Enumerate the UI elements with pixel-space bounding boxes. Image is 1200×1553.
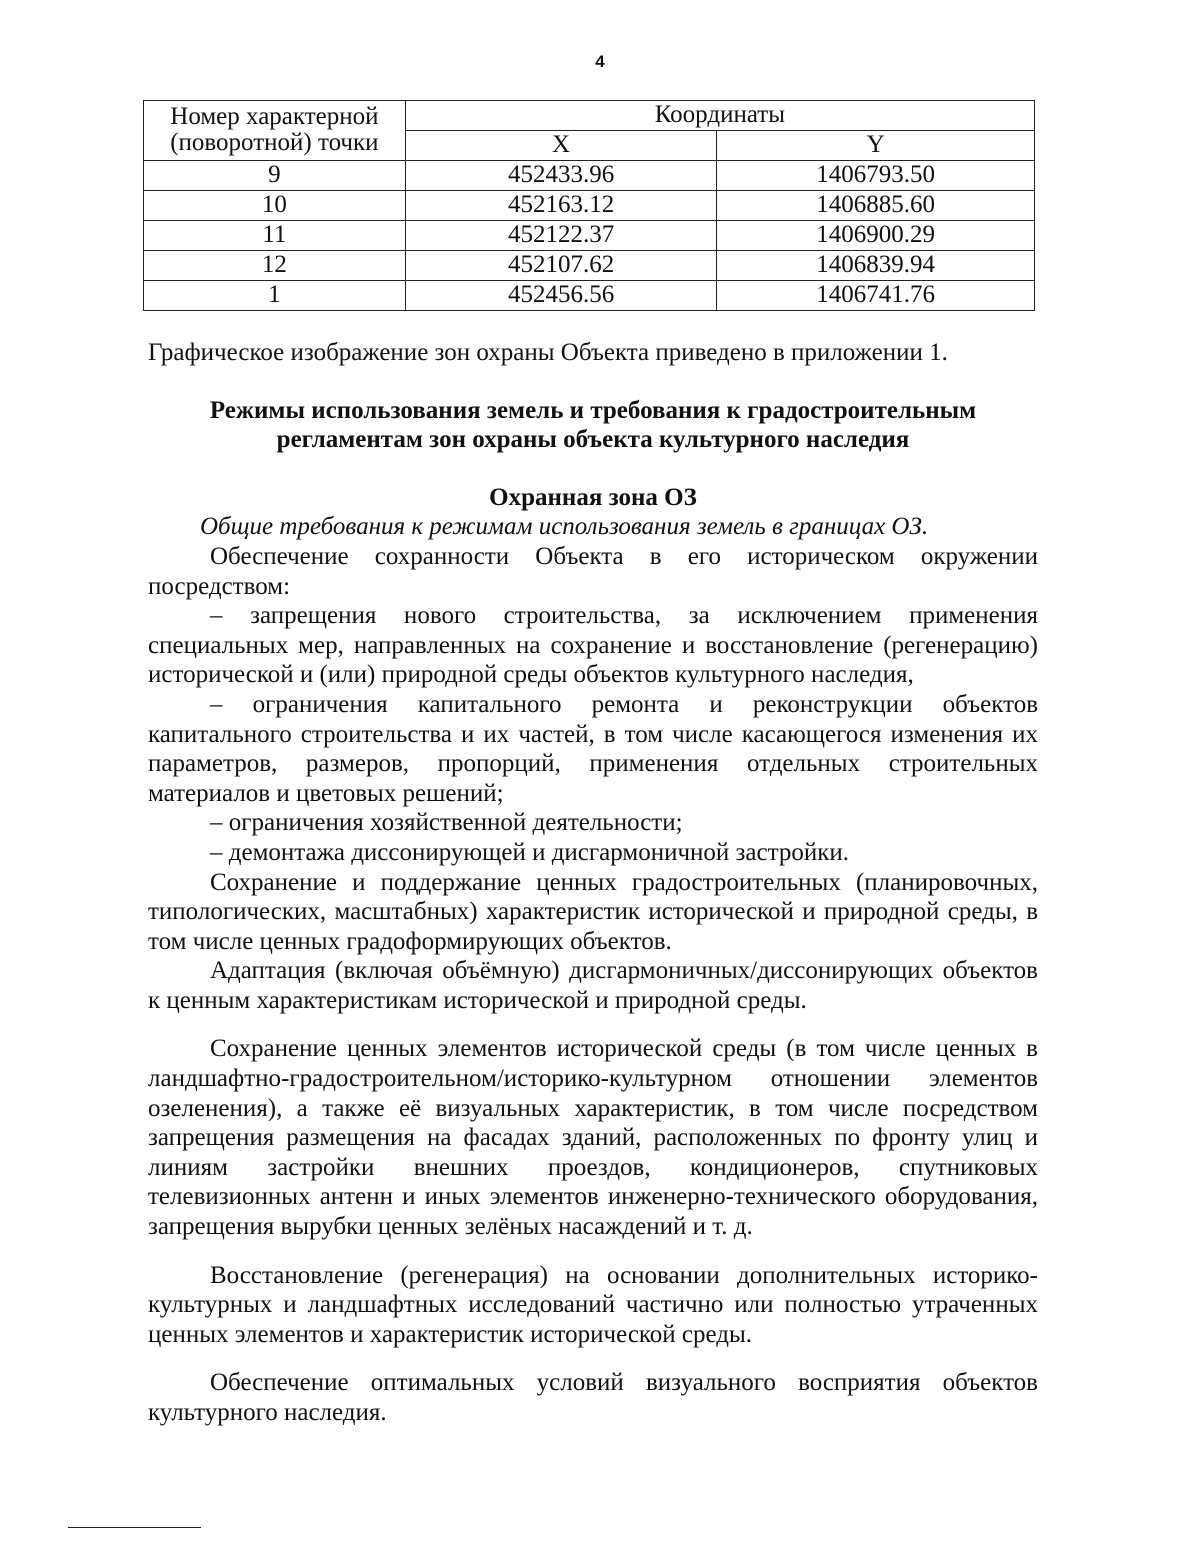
paragraph: – ограничения хозяйственной деятельности; [210, 809, 683, 837]
paragraph: Сохранение и поддержание ценных градостроительных (планировочных, типологических, масштабных) характеристик исторической и природной среды, в том числе ценных градоформирующих объектов. [148, 868, 1038, 955]
paragraph: Сохранение ценных элементов исторической среды (в том числе ценных в ландшафтно-градостроительном/историко-культурном отношении элементов озеленения), а также её визуальных характеристик, в том числе посредством запрещения размещения на фасадах зданий, расположенных по фронту улиц и линиям застройки внешних проездов, кондиционеров, спутниковых телевизионных антенн и иных элементов инженерно-технического оборудования, запрещения вырубки ценных зелёных насаждений и т. д. [148, 1035, 1038, 1241]
cell-point: 1 [144, 281, 406, 311]
header-coordinates: Координаты [405, 101, 1034, 131]
cell-y: 1406900.29 [717, 221, 1035, 251]
header-x: X [405, 131, 717, 161]
cell-y: 1406793.50 [717, 161, 1035, 191]
table-row [144, 281, 1035, 311]
coordinates-table [143, 100, 1035, 311]
table-row [144, 251, 1035, 281]
paragraph: Обеспечение оптимальных условий визуального восприятия объектов культурного наследия. [148, 1369, 1038, 1426]
page-number: 4 [595, 52, 605, 71]
document-body [148, 338, 1038, 1428]
cell-x: 452163.12 [405, 191, 717, 221]
paragraph: – ограничения капитального ремонта и реконструкции объектов капитального строительства и их частей, в том числе касающегося изменения их параметров, размеров, пропорций, применения отдельных строительных материалов и цветовых решений; [148, 690, 1038, 807]
cell-point: 9 [144, 161, 406, 191]
paragraph: – запрещения нового строительства, за исключением применения специальных мер, направленных на сохранение и восстановление (регенерацию) исторической и (или) природной среды объектов культурного наследия, [148, 602, 1038, 689]
section-title-line2: регламентам зон охраны объекта культурного наследия [276, 426, 910, 454]
header-point-line2: (поворотной) точки [170, 129, 379, 156]
cell-y: 1406885.60 [717, 191, 1035, 221]
cell-x: 452122.37 [405, 221, 717, 251]
header-point-line1: Номер характерной [170, 103, 379, 130]
paragraph: – демонтажа диссонирующей и дисгармоничной застройки. [210, 838, 849, 866]
paragraph: Восстановление (регенерация) на основании дополнительных историко-культурных и ландшафтных исследований частично или полностью утраченных ценных элементов и характеристик исторической среды. [148, 1261, 1038, 1348]
footnote-divider [68, 1527, 201, 1528]
header-point-number [144, 101, 406, 161]
cell-point: 11 [144, 221, 406, 251]
cell-point: 12 [144, 251, 406, 281]
cell-y: 1406839.94 [717, 251, 1035, 281]
cell-x: 452107.62 [405, 251, 717, 281]
table-header-row [144, 101, 1035, 131]
cell-x: 452433.96 [405, 161, 717, 191]
paragraph: Обеспечение сохранности Объекта в его историческом окружении посредством: [148, 542, 1038, 600]
paragraph: Адаптация (включая объёмную) дисгармоничных/диссонирующих объектов к ценным характеристикам исторической и природной среды. [148, 957, 1038, 1014]
zone-subtitle: Общие требования к режимам использования земель в границах ОЗ. [200, 513, 929, 541]
intro-paragraph: Графическое изображение зон охраны Объекта приведено в приложении 1. [148, 339, 948, 366]
cell-x: 452456.56 [405, 281, 717, 311]
header-y: Y [717, 131, 1035, 161]
zone-title: Охранная зона ОЗ [489, 483, 697, 511]
cell-y: 1406741.76 [717, 281, 1035, 311]
table-row [144, 191, 1035, 221]
cell-point: 10 [144, 191, 406, 221]
table-row [144, 221, 1035, 251]
table-row [144, 161, 1035, 191]
section-title-line1: Режимы использования земель и требования к градостроительным [209, 396, 977, 424]
